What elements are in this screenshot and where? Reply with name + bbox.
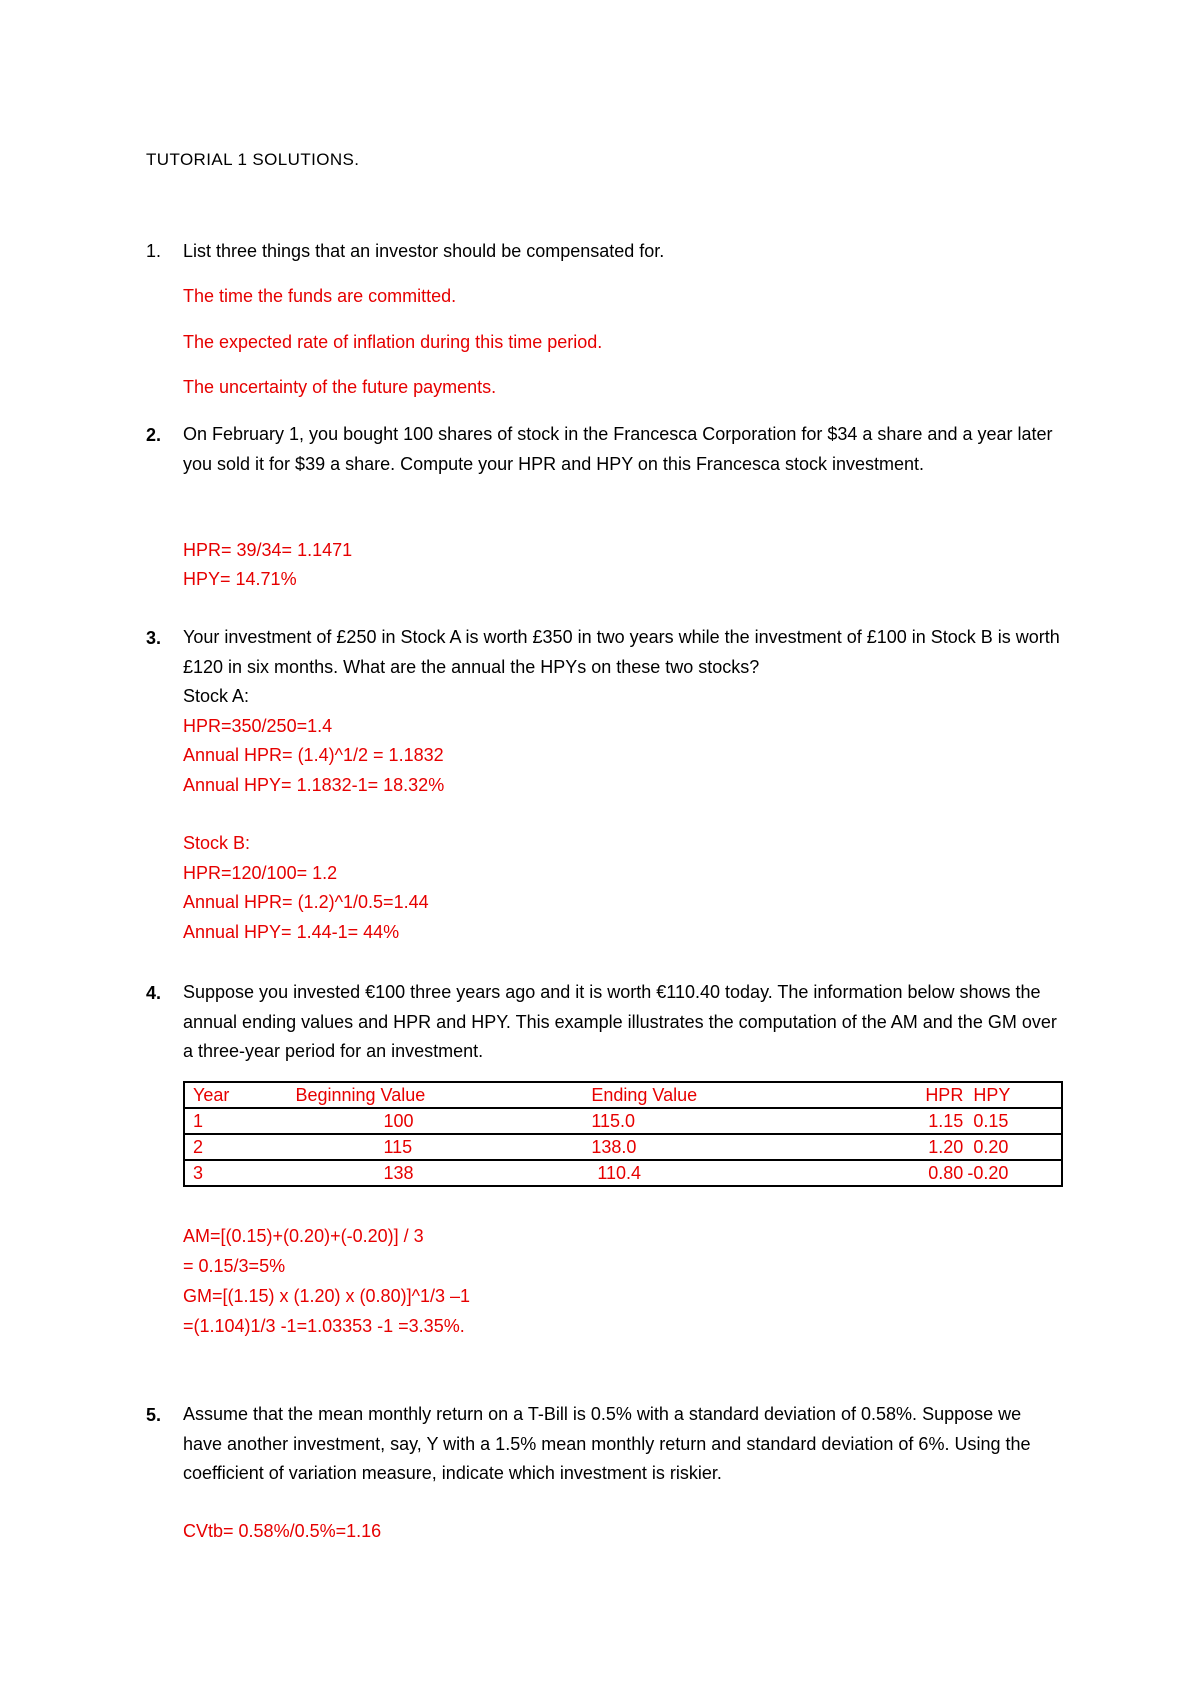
stock-a-label: Stock A:	[183, 686, 250, 706]
question-1-number: 1.	[146, 241, 162, 261]
question-1-answer-3: The uncertainty of the future payments.	[183, 377, 497, 397]
cell-hpr: 1.15	[879, 1108, 963, 1134]
question-2-answer-2: HPY= 14.71%	[183, 569, 297, 589]
question-4-text: Suppose you invested €100 three years ago and it is worth €110.40 today. The information below shows the annual ending values and HPR and HPY. This example illustrates the computation of the AM and the GM over a three-year period for an investment.	[183, 982, 1057, 1061]
question-4-answer-2: = 0.15/3=5%	[183, 1256, 286, 1276]
question-1-answer-2: The expected rate of inflation during this time period.	[183, 332, 603, 352]
table-row	[184, 1108, 1062, 1134]
table-header-row	[184, 1082, 1062, 1108]
stock-b-line-2: Annual HPR= (1.2)^1/0.5=1.44	[183, 892, 429, 912]
cell-hpy: 0.15	[963, 1108, 1062, 1134]
stock-a-line-2: Annual HPR= (1.4)^1/2 = 1.1832	[183, 745, 444, 765]
cell-year: 1	[184, 1108, 287, 1134]
question-4-answer-1: AM=[(0.15)+(0.20)+(-0.20)] / 3	[183, 1226, 424, 1246]
question-5-answer-1: CVtb= 0.58%/0.5%=1.16	[183, 1521, 382, 1541]
question-3-text: Your investment of £250 in Stock A is worth £350 in two years while the investment of £100 in Stock B is worth £120 in six months. What are the annual the HPYs on these two stocks?	[183, 627, 1060, 677]
question-2-number: 2.	[146, 425, 162, 445]
stock-b-label: Stock B:	[183, 833, 251, 853]
stock-a-line-1: HPR=350/250=1.4	[183, 716, 333, 736]
question-3-number: 3.	[146, 628, 162, 648]
cell-hpr: 0.80	[879, 1160, 963, 1186]
table-row	[184, 1160, 1062, 1186]
stock-b-line-3: Annual HPY= 1.44-1= 44%	[183, 922, 400, 942]
cell-ending-value: 115.0	[583, 1108, 879, 1134]
question-4-number: 4.	[146, 983, 162, 1003]
header-ending-value: Ending Value	[583, 1082, 879, 1108]
cell-ending-value: 110.4	[583, 1160, 879, 1186]
question-4-answer-4: =(1.104)1/3 -1=1.03353 -1 =3.35%.	[183, 1316, 465, 1336]
cell-hpr: 1.20	[879, 1134, 963, 1160]
cell-hpy: 0.20	[963, 1134, 1062, 1160]
cell-year: 3	[184, 1160, 287, 1186]
cell-ending-value: 138.0	[583, 1134, 879, 1160]
header-beginning-value: Beginning Value	[287, 1082, 583, 1108]
question-5-text: Assume that the mean monthly return on a T-Bill is 0.5% with a standard deviation of 0.58%. Suppose we have another investment, say, Y with a 1.5% mean monthly return and standard deviation of 6%. Using the coefficient of variation measure, indicate which investment is riskier.	[183, 1404, 1031, 1483]
question-1-text: List three things that an investor should be compensated for.	[183, 241, 665, 261]
header-hpr: HPR	[879, 1082, 963, 1108]
question-2-answer-1: HPR= 39/34= 1.1471	[183, 540, 353, 560]
cell-year: 2	[184, 1134, 287, 1160]
question-2-text: On February 1, you bought 100 shares of stock in the Francesca Corporation for $34 a share and a year later you sold it for $39 a share. Compute your HPR and HPY on this Francesca stock investment.	[183, 424, 1053, 474]
stock-b-line-1: HPR=120/100= 1.2	[183, 863, 338, 883]
cell-beginning-value: 138	[287, 1160, 583, 1186]
question-4-answer-3: GM=[(1.15) x (1.20) x (0.80)]^1/3 –1	[183, 1286, 471, 1306]
cell-beginning-value: 100	[287, 1108, 583, 1134]
question-5-number: 5.	[146, 1405, 162, 1425]
cell-hpy: -0.20	[963, 1160, 1062, 1186]
document-title: TUTORIAL 1 SOLUTIONS.	[146, 150, 360, 169]
cell-beginning-value: 115	[287, 1134, 583, 1160]
question-1-answer-1: The time the funds are committed.	[183, 286, 457, 306]
stock-a-line-3: Annual HPY= 1.1832-1= 18.32%	[183, 775, 445, 795]
table-row	[184, 1134, 1062, 1160]
header-hpy: HPY	[963, 1082, 1062, 1108]
header-year: Year	[184, 1082, 287, 1108]
investment-table	[183, 1081, 1063, 1187]
